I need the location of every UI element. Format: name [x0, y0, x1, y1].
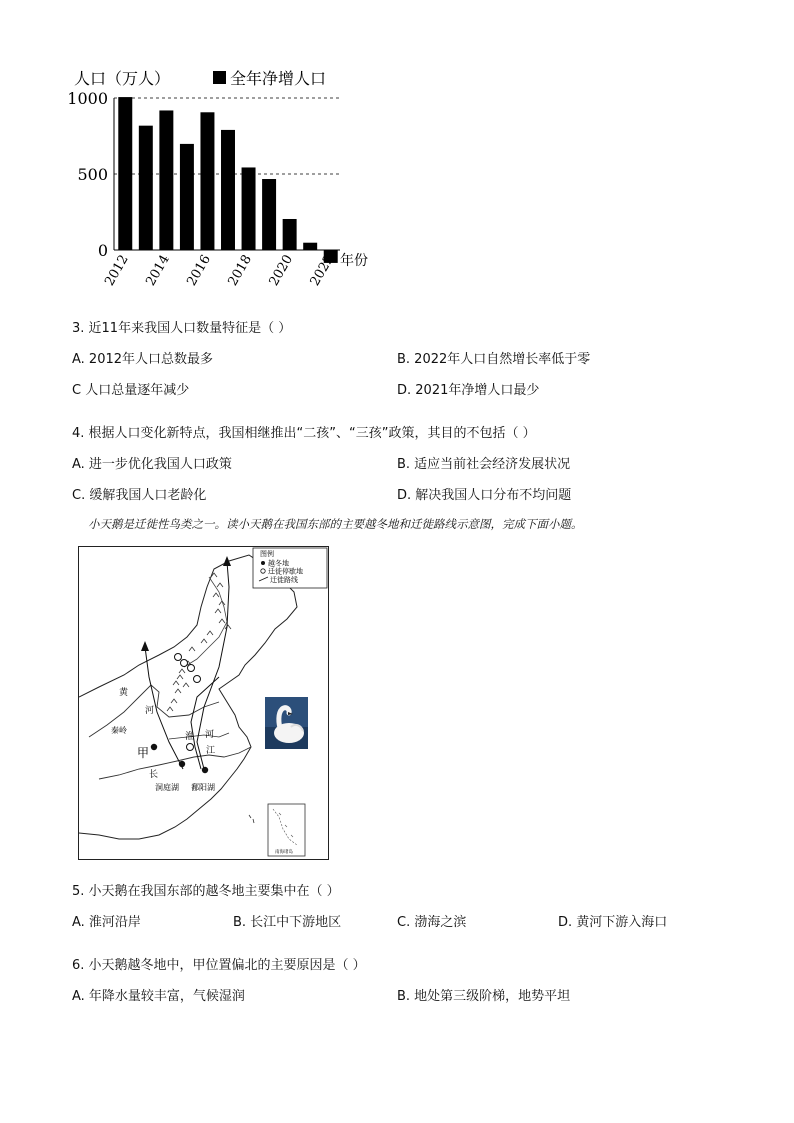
label-huai: 淮 [185, 732, 195, 742]
q4-option-c[interactable]: C. 缓解我国人口老龄化 [72, 488, 207, 503]
bar-2014 [159, 110, 173, 250]
chart-legend: 全年净增人口 [230, 69, 327, 88]
route-arrow-west [141, 641, 149, 651]
q5-option-b[interactable]: B. 长江中下游地区 [233, 915, 342, 930]
label-nanhai: 南海诸岛 [275, 850, 293, 855]
legend-stop: 迁徙停歇地 [268, 567, 303, 576]
ytick-1000: 1000 [67, 89, 108, 108]
bar-2013 [139, 126, 153, 250]
bar-2015 [180, 144, 194, 250]
label-jiang: 江 [206, 746, 216, 756]
legend-winter-icon [261, 561, 265, 565]
q4-stem: 4. 根据人口变化新特点，我国相继推出“二孩”、“三孩”政策，其目的不包括（ ） [72, 426, 536, 441]
xtick-2018: 2018 [225, 252, 256, 289]
q4-option-d[interactable]: D. 解决我国人口分布不均问题 [397, 488, 572, 503]
ytick-500: 500 [77, 165, 108, 184]
map-legend [253, 548, 327, 588]
wintering-sites [151, 744, 208, 773]
q4-option-a[interactable]: A. 进一步优化我国人口政策 [72, 457, 232, 472]
q6-option-a[interactable]: A. 年降水量较丰富，气候湿润 [72, 989, 245, 1004]
ytick-0: 0 [97, 241, 108, 260]
label-huang: 黄 [119, 688, 129, 698]
bar-2021 [303, 243, 317, 250]
q3-option-c[interactable]: C 人口总量逐年减少 [72, 383, 190, 398]
label-poyang: 鄱阳湖 [191, 783, 215, 792]
q6-option-b[interactable]: B. 地处第三级阶梯，地势平坦 [397, 989, 571, 1004]
label-he2: 河 [205, 730, 215, 740]
legend-title: 图例 [260, 550, 274, 558]
bar-2020 [283, 219, 297, 250]
island-marks [249, 815, 254, 823]
q3-option-d[interactable]: D. 2021年净增人口最少 [397, 383, 540, 398]
legend-swatch [213, 71, 226, 84]
xtick-2022: 2022 [307, 252, 338, 289]
label-dongting: 洞庭湖 [155, 783, 179, 792]
south-sea-inset [268, 804, 305, 856]
chart-xlabel: 年份 [340, 253, 368, 269]
xtick-2016: 2016 [184, 252, 214, 289]
legend-winter: 越冬地 [268, 559, 289, 568]
swan-photo [265, 697, 308, 749]
q4-option-b[interactable]: B. 适应当前社会经济发展状况 [397, 457, 571, 472]
label-he: 河 [145, 706, 155, 716]
xtick-2014: 2014 [143, 252, 173, 289]
bar-2016 [200, 112, 214, 250]
mountain-ranges [167, 573, 231, 711]
q3-option-b[interactable]: B. 2022年人口自然增长率低于零 [397, 352, 591, 367]
q5-option-c[interactable]: C. 渤海之滨 [397, 915, 467, 930]
q5-stem: 5. 小天鹅在我国东部的越冬地主要集中在（ ） [72, 884, 340, 899]
passage-intro: 小天鹅是迁徙性鸟类之一。读小天鹅在我国东部的主要越冬地和迁徙路线示意图，完成下面小题。 [88, 517, 583, 531]
xtick-2012: 2012 [102, 252, 132, 289]
bar-2019 [262, 179, 276, 250]
population-bar-chart [60, 60, 380, 310]
q3-option-a[interactable]: A. 2012年人口总数最多 [72, 352, 214, 367]
label-jia: 甲 [137, 746, 150, 760]
label-chang: 长 [149, 770, 159, 780]
bar-2018 [242, 167, 256, 250]
q5-option-d[interactable]: D. 黄河下游入海口 [558, 915, 668, 930]
chart-ylabel: 人口（万人） [74, 69, 171, 88]
label-qinling: 秦岭 [111, 726, 127, 735]
bar-2017 [221, 130, 235, 250]
bar-2012 [118, 97, 132, 250]
xtick-2020: 2020 [266, 252, 297, 289]
q5-option-a[interactable]: A. 淮河沿岸 [72, 915, 141, 930]
legend-stop-icon [261, 569, 265, 573]
q6-stem: 6. 小天鹅越冬地中，甲位置偏北的主要原因是（ ） [72, 958, 366, 973]
q3-stem: 3. 近11年来我国人口数量特征是（ ） [72, 321, 292, 336]
legend-route: 迁徙路线 [270, 576, 298, 584]
yangtze-river [99, 747, 251, 779]
